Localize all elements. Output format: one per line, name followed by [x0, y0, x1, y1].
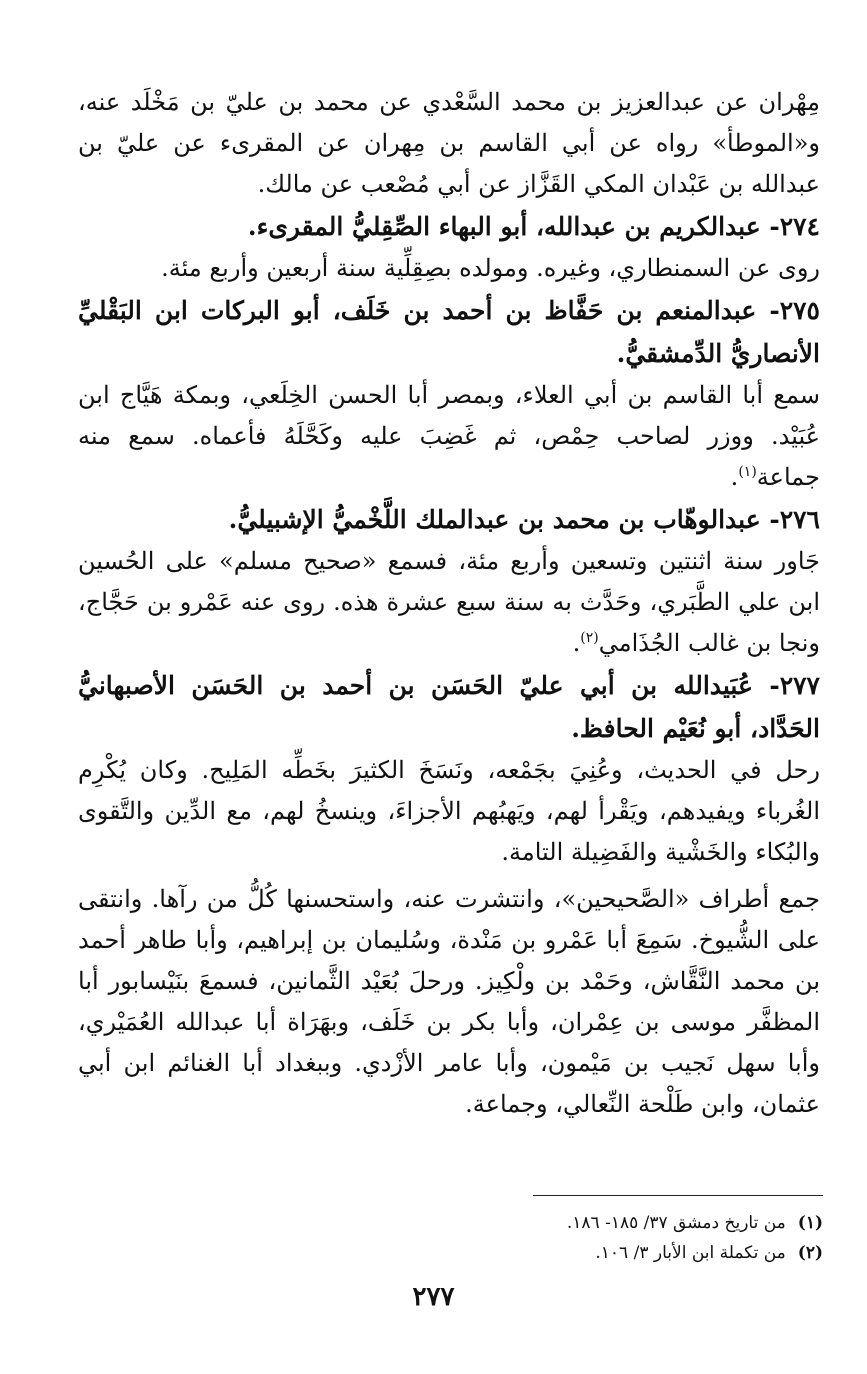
footnote-ref[interactable]: (٢): [580, 630, 599, 646]
paragraph-text: جَاور سنة اثنتين وتسعين وأربع مئة، فسمع «صحيح مسلم» على الحُسين ابن علي الطَّبَري، وحَدَّث به سنة سبع عشرة هذه. روى عنه عَمْرو بن حَجَّاج، ونجا بن غالب الجُذَامي: [78, 547, 820, 657]
main-text: [78, 82, 820, 1125]
paragraph-text: مِهْران عن عبدالعزيز بن محمد السَّعْدي عن محمد بن عليّ بن مَخْلَد عنه، و«الموطأ» رواه عن أبي القاسم بن مِهران عن المقرىء عن عليّ بن عبدالله بن عَبْدان المكي القَزَّاز عن أبي مُصْعب عن مالك.: [78, 88, 820, 198]
entry-heading: [78, 664, 820, 750]
paragraph: [78, 248, 820, 289]
paragraph: جَاور سنة اثنتين وتسعين وأربع مئة، فسمع «صحيح مسلم» على الحُسين ابن علي الطَّبَري، وحَدَّث به سنة سبع عشرة هذه. روى عنه عَمْرو بن حَجَّاج، ونجا بن غالب الجُذَامي$^{(٢)}$.: [78, 547, 820, 657]
footnote-divider: [533, 1195, 823, 1196]
footnote-ref[interactable]: (١): [738, 464, 757, 480]
footnote-mark: (١): [797, 1213, 823, 1233]
entry-heading-text: ٢٧٧- عُبَيدالله بن أبي عليّ الحَسَن بن أحمد بن الحَسَن الأصبهانيُّ الحَدَّاد، أبو نُعَيْم الحافظ.: [78, 671, 820, 743]
paragraph: [78, 82, 820, 205]
footnote-text: من تاريخ دمشق ٣٧/ ١٨٥- ١٨٦.: [566, 1213, 786, 1233]
paragraph-text: روى عن السمنطاري، وغيره. ومولده بصِقِلِّية سنة أربعين وأربع مئة.: [161, 254, 820, 282]
footnote-text: من تكملة ابن الأبار ٣/ ١٠٦.: [595, 1243, 786, 1263]
paragraph: [78, 879, 820, 1125]
paragraph: سمع أبا القاسم بن أبي العلاء، وبمصر أبا الحسن الخِلَعي، وبمكة هَيَّاج ابن عُبَيْد. ووزر لصاحب حِمْص، ثم غَضِبَ عليه وكَحَّلَهُ فأعماه. سمع منه جماعة$^{(١)}$.: [78, 381, 821, 491]
entry-heading: [78, 498, 820, 541]
entry-heading-text: ٢٧٤- عبدالكريم بن عبدالله، أبو البهاء الصِّقِليُّ المقرىء.: [247, 212, 820, 241]
footnote: [323, 1238, 823, 1268]
page-number: ٢٧٧: [412, 1282, 455, 1312]
entry-heading: [78, 289, 820, 375]
footnote: [323, 1208, 823, 1238]
paragraph-text: سمع أبا القاسم بن أبي العلاء، وبمصر أبا الحسن الخِلَعي، وبمكة هَيَّاج ابن عُبَيْد. ووزر لصاحب حِمْص، ثم غَضِبَ عليه وكَحَّلَهُ فأعماه. سمع منه جماعة: [78, 381, 821, 491]
footnotes: [323, 1208, 823, 1268]
entry-heading-text: ٢٧٥- عبدالمنعم بن حَفَّاظ بن أحمد بن خَلَف، أبو البركات ابن البَقْليِّ الأنصاريُّ الدِّمشقيُّ.: [78, 296, 820, 368]
footnote-mark: (٢): [797, 1243, 823, 1263]
entry-heading: [78, 205, 820, 248]
paragraph: [78, 750, 820, 873]
paragraph-text: رحل في الحديث، وعُنِيَ بجَمْعه، ونَسَخَ الكثيرَ بخَطِّه المَلِيح. وكان يُكْرِم الغُرباء ويفيدهم، ويَقْرأ لهم، ويَهبُهم الأجزاءَ، وينسخُ لهم، مع الدِّين والتَّقوى والبُكاء والخَشْية والفَضِيلة التامة.: [78, 756, 820, 866]
entry-heading-text: ٢٧٦- عبدالوهّاب بن محمد بن عبدالملك اللَّخْميُّ الإشبيليُّ.: [228, 505, 820, 534]
paragraph-text: جمع أطراف «الصَّحيحين»، وانتشرت عنه، واستحسنها كُلُّ من رآها. وانتقى على الشُّيوخ. سَمِعَ أبا عَمْرو بن مَنْدة، وسُليمان بن إبراهيم، وأبا طاهر أحمد بن محمد النَّقَّاش، وحَمْد بن ولْكِيز. ورحلَ بُعَيْد الثَّمانين، فسمعَ بنَيْسابور أبا المظفَّر موسى بن عِمْران، وأبا بكر بن خَلَف، وبهَرَاة أبا عبدالله العُمَيْري، وأبا سهل نَجيب بن مَيْمون، وأبا عامر الأزْدي. وببغداد أبا الغنائم ابن أبي عثمان، وابن طَلْحة النِّعالي، وجماعة.: [78, 885, 820, 1118]
